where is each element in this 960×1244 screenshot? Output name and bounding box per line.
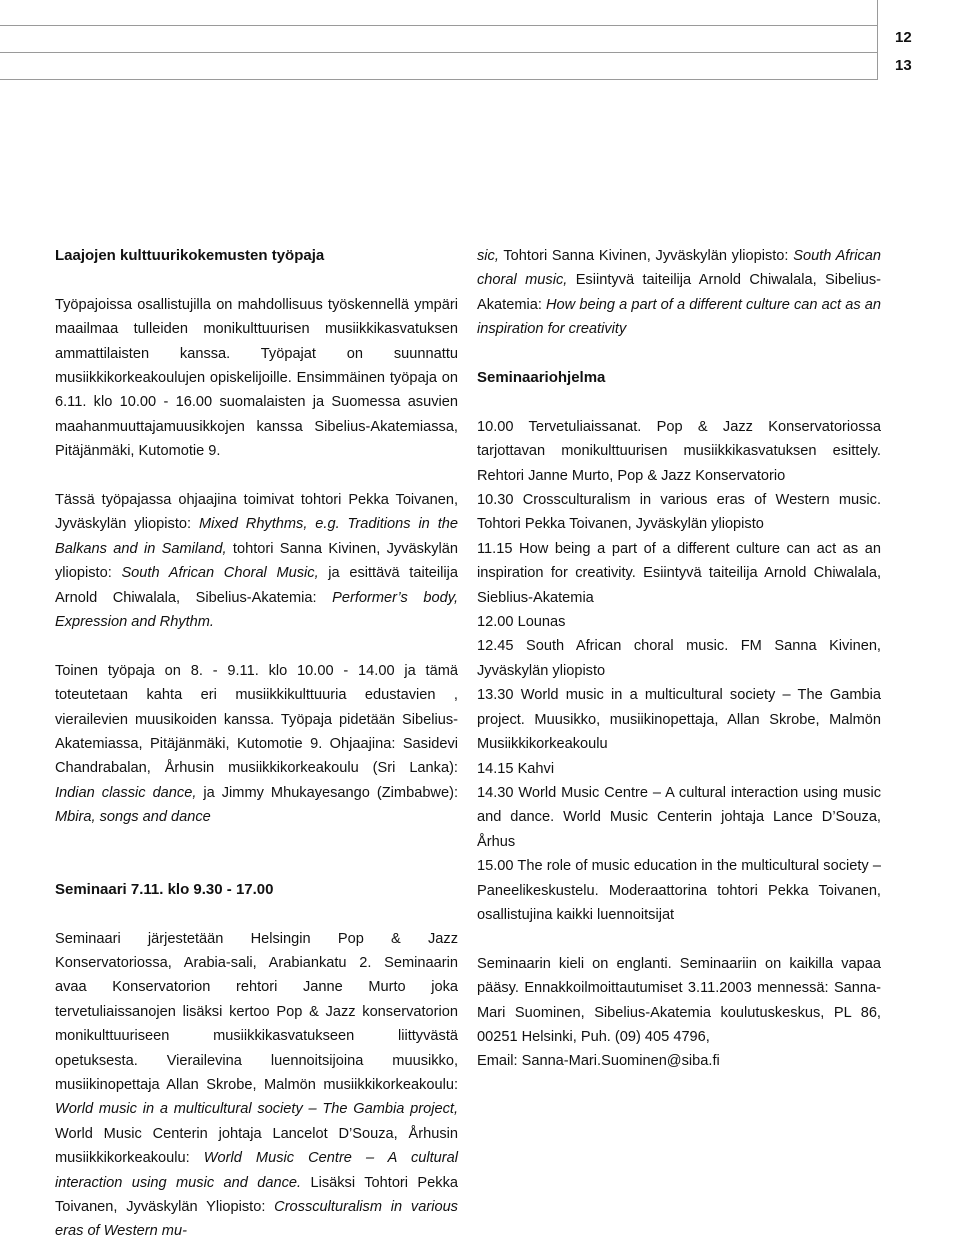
workshop-intro-paragraph: Työpajoissa osallistujilla on mahdollisuus työskennellä ympäri maailmaa tulleiden monikulttuurisen musiikkikasvatuksen ammattilaisten kanssa. Työpajat on suunnattu musiikkikorkeakoulujen opiskelijoille. Ensimmäinen työpaja on 6.11. klo 10.00 - 16.00 suomalaisten ja Suomessa asuvien maahanmuuttajamuusikkojen kanssa Sibelius-Akatemiassa, Pitäjänmäki, Kutomotie 9. <box>55 296 458 460</box>
program-heading: Seminaariohjelma <box>477 369 606 387</box>
program-list <box>477 415 881 928</box>
program-item: 12.00 Lounas <box>477 614 566 631</box>
program-item: 10.00 Tervetuliaissanat. Pop & Jazz Konservatoriossa tarjottavan monikulttuurisen musiikkikasvatuksen esittely. Rehtori Janne Murto, Pop & Jazz Konservatorio <box>477 418 881 484</box>
header-rule-bottom <box>0 79 877 80</box>
workshop-heading: Laajojen kulttuurikokemusten työpaja <box>55 247 325 264</box>
first-workshop-paragraph: Tässä työpajassa ohjaajina toimivat tohtori Pekka Toivanen, Jyväskylän yliopisto: Mixed Rhythms, e.g. Traditions in the Balkans and in Samiland, tohtori Sanna Kivinen, Jyväskylän yliopisto: South African Choral Music, ja esittävä taiteilija Arnold Chiwalala, Sibelius-Akatemia: Performer’s body, Expression and Rhythm. <box>55 492 458 631</box>
program-item: 14.15 Kahvi <box>477 760 555 777</box>
program-item: 14.30 World Music Centre – A cultural interaction using music and dance. World Music Centerin johtaja Lance D’Souza, Århus <box>477 784 881 850</box>
program-item: 10.30 Crossculturalism in various eras of Western music. Tohtori Pekka Toivanen, Jyväskylän yliopisto <box>477 492 881 533</box>
contact-email: Email: Sanna-Mari.Suominen@siba.fi <box>477 1053 720 1070</box>
second-workshop-paragraph: Toinen työpaja on 8. - 9.11. klo 10.00 - 14.00 ja tämä toteutetaan kahta eri musiikkikulttuuria edustavien , vierailevien muusikoiden kanssa. Työpaja pidetään Sibelius-Akatemiassa, Pitäjänmäki, Kutomotie 9. Ohjaajina: Sasidevi Chandrabalan, Århusin musiikkikorkeakoulu (Sri Lanka): Indian classic dance, ja Jimmy Mhukayesango (Zimbabwe): Mbira, songs and dance <box>55 662 458 826</box>
right-column <box>477 244 881 1074</box>
left-column <box>55 244 458 1244</box>
seminar-paragraph-continued: sic, Tohtori Sanna Kivinen, Jyväskylän yliopisto: South African choral music, Esiintyvä taiteilija Arnold Chiwalala, Sibelius-Akatemia: How being a part of a different culture can act as an inspiration for creativity <box>477 248 882 338</box>
program-item: 11.15 How being a part of a different culture can act as an inspiration for creativity. Esiintyvä taiteilija Arnold Chiwalala, Sieblius-Akatemia <box>477 540 881 606</box>
page-number-right: 13 <box>895 57 912 74</box>
seminar-paragraph: Seminaari järjestetään Helsingin Pop & Jazz Konservatoriossa, Arabia-sali, Arabiankatu 2. Seminaarin avaa Konservatorion rehtori Janne Murto joka tervetuliaissanojen lisäksi kertoo Pop & Jazz konservatorion monikulttuuriseen musiikkikasvatukseen liittyvästä opetuksesta. Vierailevina luennoitsijoina muusikko, musiikinopettaja Allan Skrobe, Malmön musiikkikorkeakoulu: World music in a multicultural society – The Gambia project, World Music Centerin johtaja Lancelot D’Souza, Århusin musiikkikorkeakoulu: World Music Centre – A cultural interaction using music and dance. Lisäksi Tohtori Pekka Toivanen, Jyväskylän Yliopisto: Crossculturalism in various eras of Western mu- <box>55 930 458 1240</box>
header-rule-top <box>0 25 877 26</box>
header-rule-middle <box>0 52 877 53</box>
seminar-heading: Seminaari 7.11. klo 9.30 - 17.00 <box>55 880 274 898</box>
program-item: 13.30 World music in a multicultural society – The Gambia project. Muusikko, musiikinopettaja, Allan Skrobe, Malmön Musiikkikorkeakoulu <box>477 687 881 753</box>
header-divider <box>877 0 878 80</box>
program-item: 15.00 The role of music education in the multicultural society – Paneelikeskustelu. Moderaattorina tohtori Pekka Toivanen, osallistujina kaikki luennoitsijat <box>477 858 881 923</box>
page-number-left: 12 <box>895 29 912 46</box>
registration-paragraph: Seminaarin kieli on englanti. Seminaariin on kaikilla vapaa pääsy. Ennakkoilmoittautumiset 3.11.2003 mennessä: Sanna-Mari Suominen, Sibelius-Akatemia koulutuskeskus, PL 86, 00251 Helsinki, Puh. (09) 405 4796, <box>477 955 881 1045</box>
program-item: 12.45 South African choral music. FM Sanna Kivinen, Jyväskylän yliopisto <box>477 638 881 679</box>
